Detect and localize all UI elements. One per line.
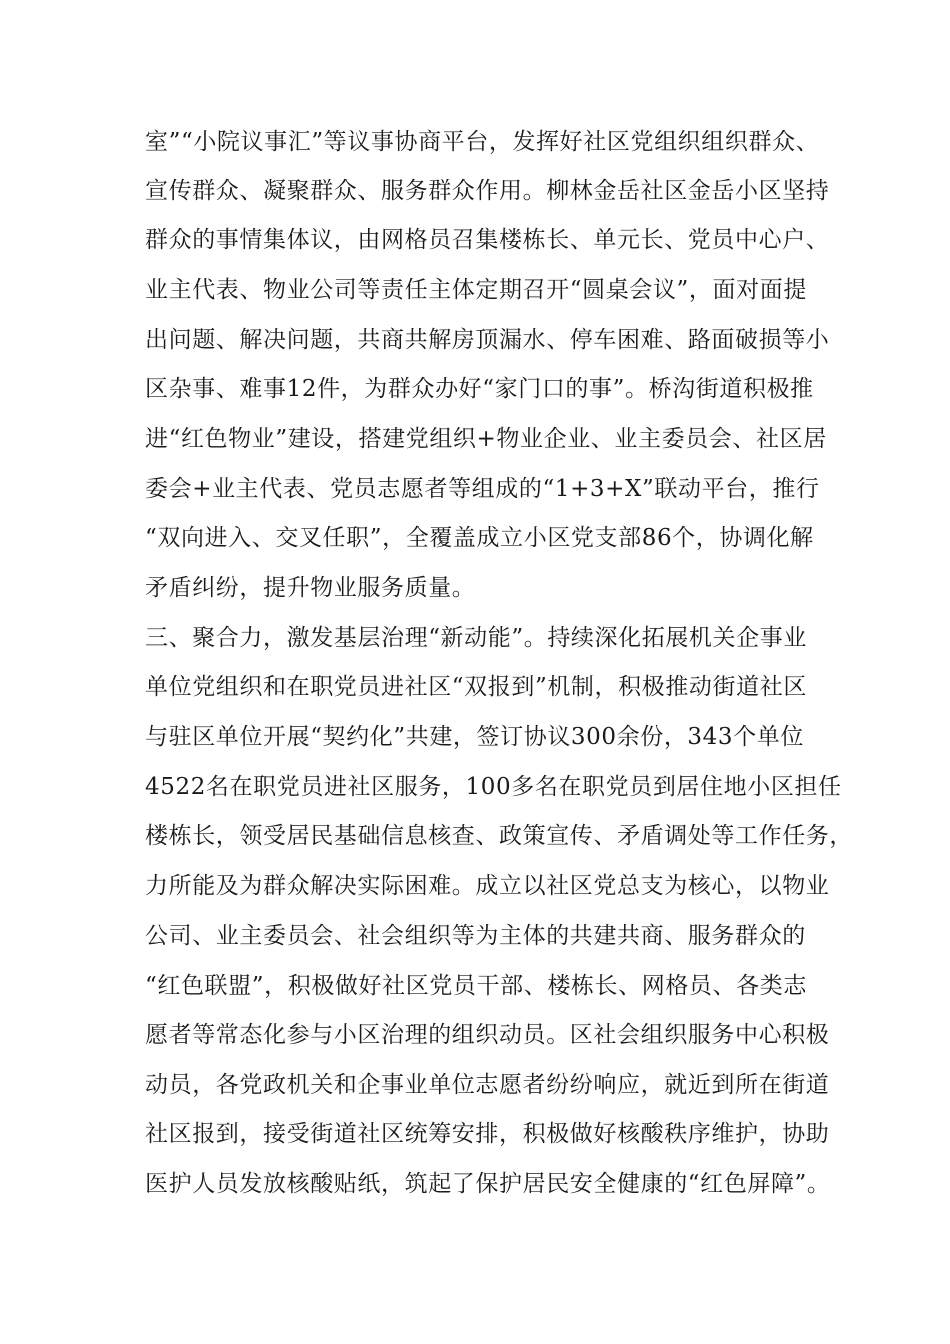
text-line: “红色联盟”，积极做好社区党员干部、楼栋长、网格员、各类志 (145, 973, 807, 999)
text-line: 社区报到，接受街道社区统筹安排，积极做好核酸秩序维护，协助 (145, 1121, 830, 1147)
text-line: 公司、业主委员会、社会组织等为主体的共建共商、服务群众的 (145, 923, 806, 949)
text-line: 愿者等常态化参与小区治理的组织动员。区社会组织服务中心积极 (145, 1022, 830, 1048)
text-line: 力所能及为群众解决实际困难。成立以社区党总支为核心，以物业 (145, 873, 830, 899)
text-line: 区杂事、难事12件，为群众办好“家门口的事”。桥沟街道积极推 (145, 376, 814, 402)
section-heading-line: 三、聚合力，激发基层治理“新动能”。持续深化拓展机关企事业 (145, 625, 807, 651)
text-line: 出问题、解决问题，共商共解房顶漏水、停车困难、路面破损等小 (145, 327, 830, 353)
text-line: 4522名在职党员进社区服务，100多名在职党员到居住地小区担任 (145, 774, 842, 800)
text-line: 宣传群众、凝聚群众、服务群众作用。柳林金岳社区金岳小区坚持 (145, 178, 830, 204)
text-line: 业主代表、物业公司等责任主体定期召开“圆桌会议”，面对面提 (145, 277, 807, 303)
text-line: 动员，各党政机关和企事业单位志愿者纷纷响应，就近到所在街道 (145, 1072, 830, 1098)
text-line: 楼栋长，领受居民基础信息核查、政策宣传、矛盾调处等工作任务， (145, 823, 853, 849)
text-line: 单位党组织和在职党员进社区“双报到”机制，积极推动街道社区 (145, 674, 807, 700)
text-line: 矛盾纠纷，提升物业服务质量。 (145, 575, 476, 601)
text-line: 与驻区单位开展“契约化”共建，签订协议300余份，343个单位 (145, 724, 804, 750)
text-line: 群众的事情集体议，由网格员召集楼栋长、单元长、党员中心户、 (145, 227, 830, 253)
text-line: 委会+业主代表、党员志愿者等组成的“1+3+X”联动平台，推行 (145, 476, 820, 502)
text-line: 进“红色物业”建设，搭建党组织+物业企业、业主委员会、社区居 (145, 426, 827, 452)
text-line: 室”“小院议事汇”等议事协商平台，发挥好社区党组织组织群众、 (145, 129, 820, 155)
text-line: 医护人员发放核酸贴纸，筑起了保护居民安全健康的“红色屏障”。 (145, 1171, 831, 1197)
text-line: “双向进入、交叉任职”，全覆盖成立小区党支部86个，协调化解 (145, 525, 814, 551)
